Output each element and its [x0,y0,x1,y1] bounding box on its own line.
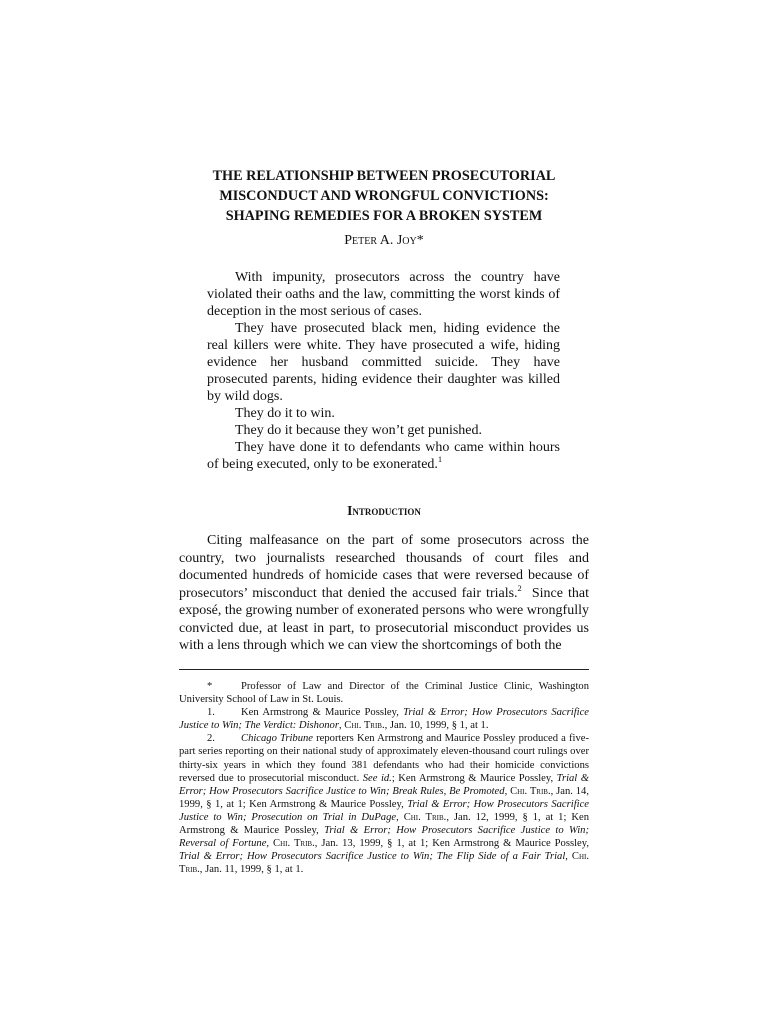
citation-source: Chi. Trib. [179,851,589,876]
footnote-separator [179,669,589,670]
citation-title: Trial & Error; How Prosecutors Sacrifice Justice to Win; Break Rules, Be Promoted [179,772,589,797]
citation-source: Chi. Trib. [344,720,385,732]
footnote-text: , [504,785,511,797]
footnote-text: , [338,720,345,732]
citation-title: Trial & Error; How Prosecutors Sacrifice Justice to Win; Prosecution on Trial in DuPage [179,798,589,823]
citation-title: Trial & Error; How Prosecutors Sacrifice Justice to Win; The Verdict: Dishonor [179,707,589,732]
intro-paragraph [179,532,589,655]
citation-signal: See id. [362,772,392,784]
footnote-2 [179,732,589,876]
author-byline: Peter A. Joy* [344,233,424,248]
citation-source: Chi. Trib. [510,785,551,797]
footnote-text: , Jan. 13, 1999, § 1, at 1; Ken Armstrong & Maurice Possley, [314,838,589,850]
epigraph-paragraph: They do it because they won’t get punished. [235,423,483,438]
citation-source: Chicago Tribune [241,733,314,745]
footnote-text: , Jan. 10, 1999, § 1, at 1. [384,720,489,732]
footnote-text: , Jan. 14, 1999, § 1, at 1; Ken Armstrong & Maurice Possley, [179,785,589,810]
epigraph-text: They have done it to defendants who came within hours of being executed, only to be exonerated. [207,440,560,472]
intro-text-continued: Since that exposé, the growing number of exonerated persons who were wrongfully convicted due, at least in part, to prosecutorial misconduct provides us with a lens through which we can view the shortcomings of both the [179,585,589,653]
citation-source: Chi. Trib. [273,838,315,850]
epigraph-paragraph: They do it to win. [235,406,335,421]
footnote-text: , Jan. 12, 1999, § 1, at 1; Ken Armstrong & Maurice Possley, [179,811,589,837]
footnote-text: , [396,811,404,823]
footnotes [179,680,589,876]
section-heading: Introduction [347,503,421,518]
footnote-mark: 1. [207,707,215,719]
title-line: SHAPING REMEDIES FOR A BROKEN SYSTEM [225,208,543,224]
footnote-author [179,680,589,706]
footnote-text: , [565,851,572,863]
footnote-text: Ken Armstrong & Maurice Possley, [241,707,404,719]
citation-title: Trial & Error; How Prosecutors Sacrifice Justice to Win; The Flip Side of a Fair Trial [179,851,566,863]
article-title [179,166,589,226]
footnote-text: , Jan. 11, 1999, § 1, at 1. [199,864,304,876]
epigraph-paragraph: With impunity, prosecutors across the country have violated their oaths and the law, committing the worst kinds of deception in the most serious of cases. [207,270,560,319]
footnote-reference[interactable]: 2 [517,582,522,593]
epigraph-paragraph: They have prosecuted black men, hiding evidence the real killers were white. They have prosecuted a wife, hiding evidence her husband committed suicide. They have prosecuted parents, hiding evidence their daughter was killed by wild dogs. [207,321,560,404]
citation-title: Trial & Error; How Prosecutors Sacrifice Justice to Win; Reversal of Fortune [179,825,589,850]
footnote-1 [179,706,589,732]
epigraph-paragraph [207,439,560,473]
footnote-mark: 2. [207,733,215,745]
citation-source: Chi. Trib. [403,811,447,823]
footnote-text: reporters Ken Armstrong and Maurice Possley produced a five-part series reporting on their national study of approximately eleven-thousand court rulings over thirty-six years in which they found 381 defendants who had their homicide convictions reversed due to prosecutorial misconduct. [179,733,589,784]
footnote-mark: * [207,681,213,692]
title-line: MISCONDUCT AND WRONGFUL CONVICTIONS: [219,188,549,204]
document-page [179,0,589,1024]
footnote-text: Professor of Law and Director of the Criminal Justice Clinic, Washington University School of Law in St. Louis. [179,681,589,706]
title-line: THE RELATIONSHIP BETWEEN PROSECUTORIAL [212,168,556,184]
epigraph-quote [207,269,560,473]
intro-text: Citing malfeasance on the part of some prosecutors across the country, two journalists researched thousands of court files and documented hundreds of homicide cases that were reversed because of prosecutors’ misconduct that denied the accused fair trials. [179,533,589,601]
footnote-reference[interactable]: 1 [437,454,443,464]
footnote-text: ; Ken Armstrong & Maurice Possley, [391,772,557,784]
footnote-text: , [266,838,274,850]
